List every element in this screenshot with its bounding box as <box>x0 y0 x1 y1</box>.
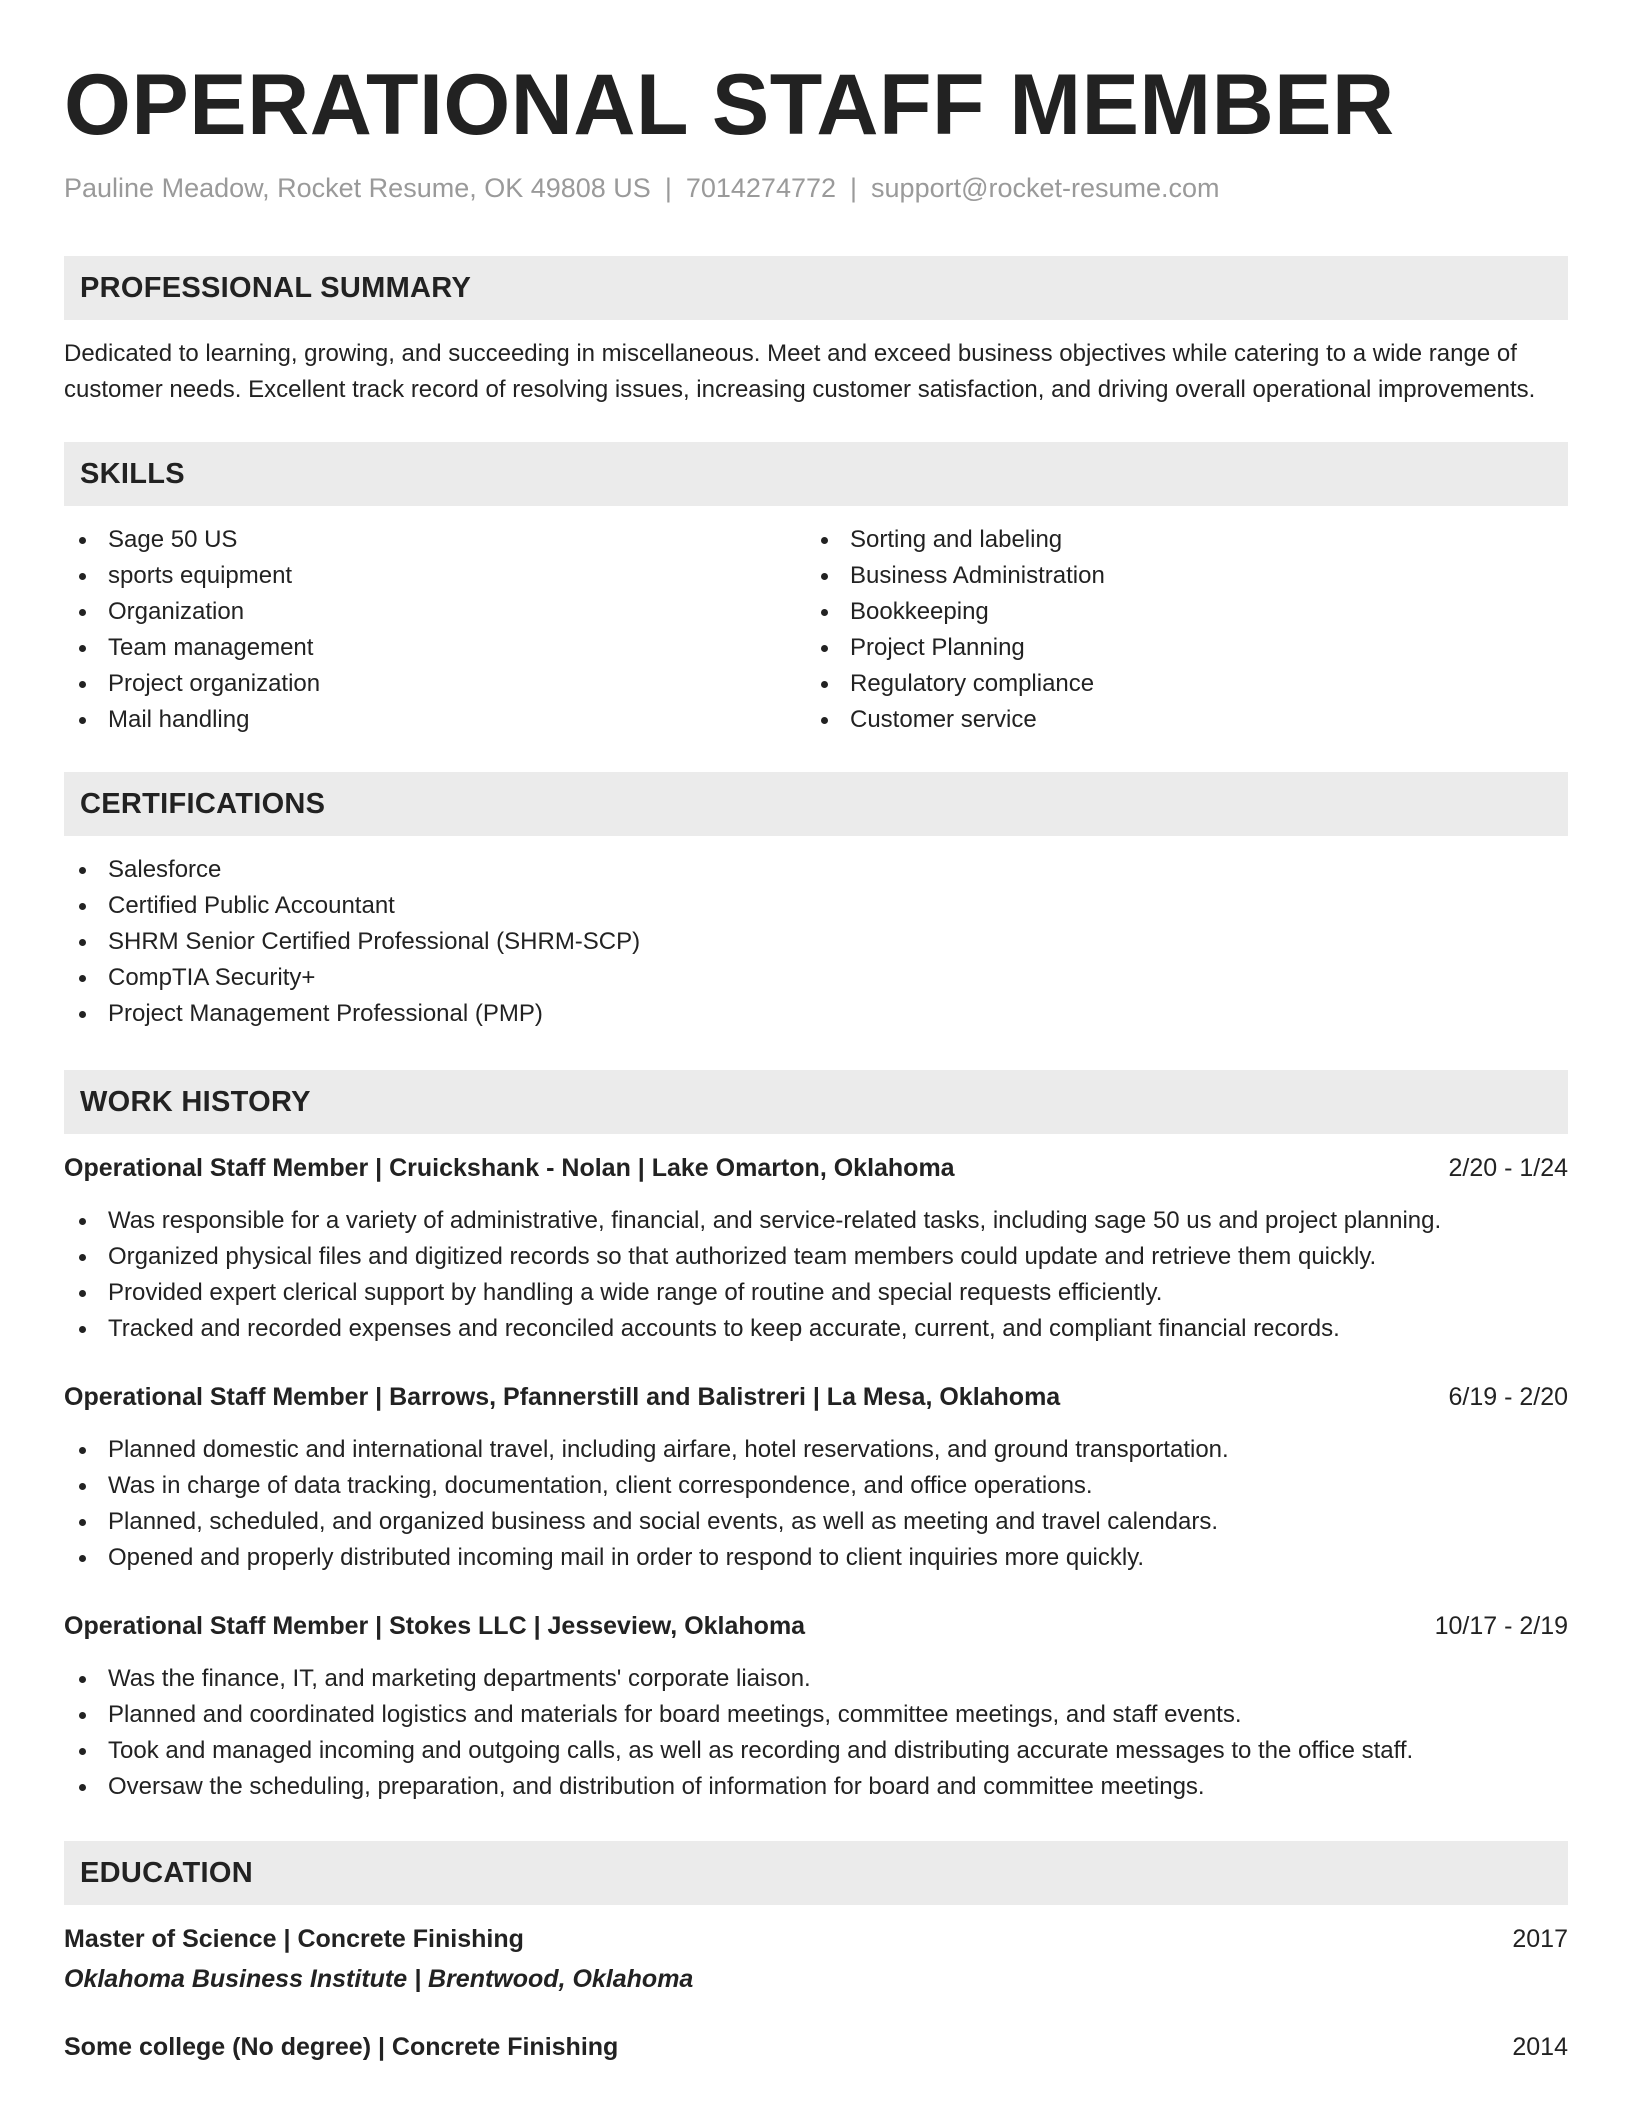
skills-grid <box>64 522 1568 738</box>
job-dates: 6/19 - 2/20 <box>1448 1383 1568 1411</box>
job-bullet: Was in charge of data tracking, documentation, client correspondence, and office operations. <box>64 1468 1568 1504</box>
contact-separator: | <box>850 173 858 203</box>
job-bullet: Took and managed incoming and outgoing calls, as well as recording and distributing accurate messages to the office staff. <box>64 1733 1568 1769</box>
job-bullet: Was the finance, IT, and marketing departments' corporate liaison. <box>64 1661 1568 1697</box>
certification-item: Salesforce <box>64 852 1568 888</box>
job-bullets <box>64 1203 1568 1347</box>
skill-item: Organization <box>64 594 806 630</box>
job-bullet: Planned domestic and international travel, including airfare, hotel reservations, and ground transportation. <box>64 1432 1568 1468</box>
job-heading: Operational Staff Member | Barrows, Pfannerstill and Balistreri | La Mesa, Oklahoma <box>64 1383 1061 1411</box>
section-header-summary: PROFESSIONAL SUMMARY <box>64 256 1568 320</box>
skill-item: Customer service <box>806 702 1548 738</box>
skills-column-right <box>806 522 1548 738</box>
certification-item: Certified Public Accountant <box>64 888 1568 924</box>
contact-separator: | <box>664 173 672 203</box>
job-bullet: Tracked and recorded expenses and reconciled accounts to keep accurate, current, and compliant financial records. <box>64 1311 1568 1347</box>
skill-item: Team management <box>64 630 806 666</box>
job-bullet: Oversaw the scheduling, preparation, and distribution of information for board and committee meetings. <box>64 1769 1568 1805</box>
skill-item: Sage 50 US <box>64 522 806 558</box>
education-entry <box>64 2029 1568 2065</box>
section-header-skills: SKILLS <box>64 442 1568 506</box>
contact-address: Pauline Meadow, Rocket Resume, OK 49808 US <box>64 173 651 203</box>
contact-phone: 7014274772 <box>685 173 837 203</box>
education-year: 2014 <box>1512 2033 1568 2061</box>
job-bullets <box>64 1432 1568 1576</box>
skill-item: Project organization <box>64 666 806 702</box>
education-school: Oklahoma Business Institute | Brentwood, Oklahoma <box>64 1965 694 1993</box>
job-bullet: Planned and coordinated logistics and materials for board meetings, committee meetings, and staff events. <box>64 1697 1568 1733</box>
job-bullet: Provided expert clerical support by handling a wide range of routine and special requests efficiently. <box>64 1275 1568 1311</box>
job-heading-row <box>64 1608 1568 1644</box>
job-entry <box>64 1379 1568 1576</box>
job-heading: Operational Staff Member | Cruickshank - Nolan | Lake Omarton, Oklahoma <box>64 1154 955 1182</box>
certification-item: CompTIA Security+ <box>64 960 1568 996</box>
skill-item: Business Administration <box>806 558 1548 594</box>
section-header-education: EDUCATION <box>64 1841 1568 1905</box>
certification-item: SHRM Senior Certified Professional (SHRM-SCP) <box>64 924 1568 960</box>
job-heading: Operational Staff Member | Stokes LLC | Jesseview, Oklahoma <box>64 1612 806 1640</box>
resume-title: OPERATIONAL STAFF MEMBER <box>64 57 1395 153</box>
job-entry <box>64 1608 1568 1805</box>
contact-email: support@rocket-resume.com <box>871 173 1220 203</box>
job-bullet: Organized physical files and digitized records so that authorized team members could update and retrieve them quickly. <box>64 1239 1568 1275</box>
skill-item: Sorting and labeling <box>806 522 1548 558</box>
certification-item: Project Management Professional (PMP) <box>64 996 1568 1032</box>
skill-item: Regulatory compliance <box>806 666 1548 702</box>
job-heading-row <box>64 1150 1568 1186</box>
skill-item: Mail handling <box>64 702 806 738</box>
education-heading-row <box>64 1921 1568 1957</box>
job-dates: 10/17 - 2/19 <box>1434 1612 1568 1640</box>
certification-list <box>64 852 1568 1032</box>
skill-item: Bookkeeping <box>806 594 1548 630</box>
education-degree: Master of Science | Concrete Finishing <box>64 1925 524 1953</box>
skills-column-left <box>64 522 806 738</box>
skill-item: Project Planning <box>806 630 1548 666</box>
job-bullet: Was responsible for a variety of administrative, financial, and service-related tasks, including sage 50 us and project planning. <box>64 1203 1568 1239</box>
section-header-work-history: WORK HISTORY <box>64 1070 1568 1134</box>
job-bullet: Planned, scheduled, and organized business and social events, as well as meeting and travel calendars. <box>64 1504 1568 1540</box>
job-heading-row <box>64 1379 1568 1415</box>
skill-item: sports equipment <box>64 558 806 594</box>
education-entry <box>64 1921 1568 1997</box>
summary-text: Dedicated to learning, growing, and succeeding in miscellaneous. Meet and exceed business objectives while catering to a wide range of customer needs. Excellent track record of resolving issues, increasing customer satisfaction, and driving overall operational improvements. <box>64 340 1536 403</box>
job-bullet: Opened and properly distributed incoming mail in order to respond to client inquiries more quickly. <box>64 1540 1568 1576</box>
job-entry <box>64 1150 1568 1347</box>
section-header-certifications: CERTIFICATIONS <box>64 772 1568 836</box>
education-year: 2017 <box>1512 1925 1568 1953</box>
education-heading-row <box>64 2029 1568 2065</box>
job-bullets <box>64 1661 1568 1805</box>
job-dates: 2/20 - 1/24 <box>1448 1154 1568 1182</box>
contact-line <box>64 170 1568 206</box>
education-degree: Some college (No degree) | Concrete Finishing <box>64 2033 619 2061</box>
